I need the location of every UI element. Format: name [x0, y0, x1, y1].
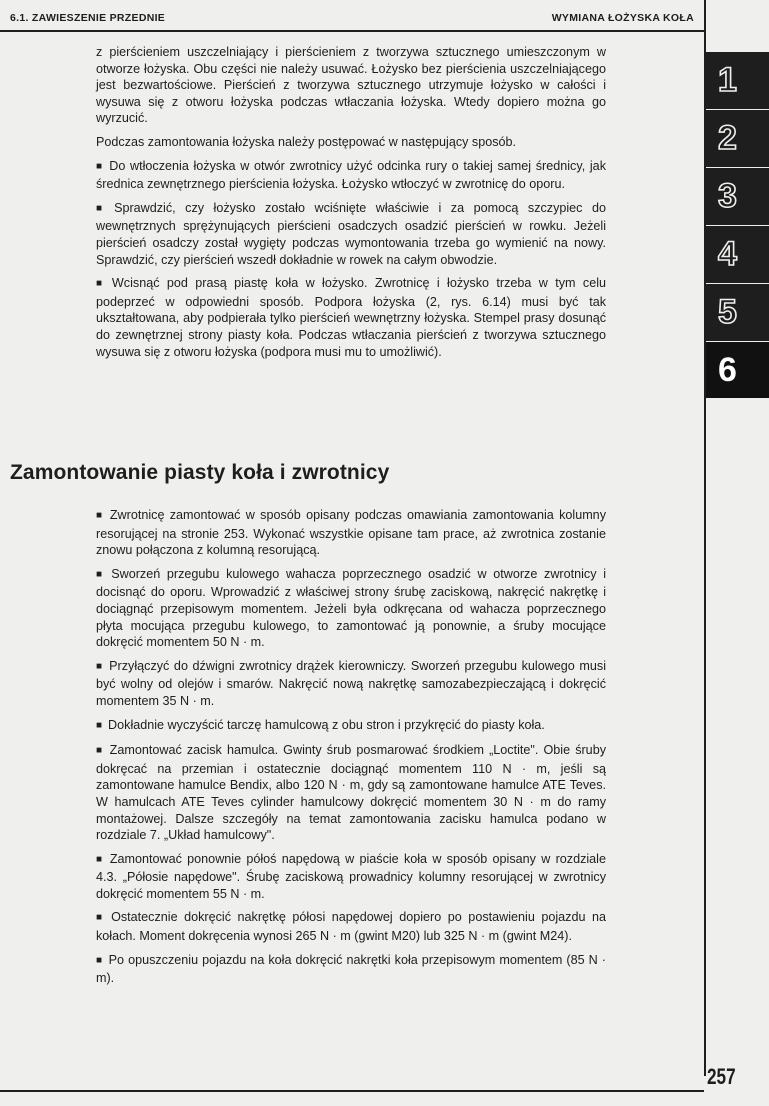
chapter-tab-4: 4 [706, 226, 769, 283]
paragraph-text: Zamontować ponownie półoś napędową w piaście koła w sposób opisany w rozdziale 4.3. „Półosie napędowe". Śrubę zaciskową prowadnicy kolumny resorującej w zwrotnicy dokręcić momentem 55 N · m. [96, 851, 606, 901]
paragraph-text: Dokładnie wyczyścić tarczę hamulcową z obu stron i przykręcić do piasty koła. [108, 717, 545, 732]
bullet-square-icon: ■ [96, 202, 109, 214]
body-text-bottom [96, 507, 606, 994]
paragraph-text: Sprawdzić, czy łożysko zostało wciśnięte właściwie i za pomocą szczypiec do wewnętrznych sprężynujących pierścieni osadczych osadzić pierścień w rowku. Jeżeli pierścień osadczy został wygięty podczas wymontowania trzeba go wymienić na nowy. Sprawdzić, czy pierścień wszedł dokładnie w rowek na całym obwodzie. [96, 200, 606, 267]
section-label: 6.1. ZAWIESZENIE PRZEDNIE [10, 12, 166, 24]
running-header [0, 0, 704, 32]
paragraph-text: Sworzeń przegubu kulowego wahacza poprzecznego osadzić w otworze zwrotnicy i docisnąć do oporu. Wprowadzić z właściwej strony śrubę zaciskową, nakręcić nakrętkę i dociągnąć przepisowym momentem. Jeżeli była odkręcana od wahacza poprzecznego płyta mocująca przegubu kulowego, to zamontować ją ponownie, a śruby mocujące dokręcić momentem 50 N · m. [96, 566, 606, 650]
chapter-tab-2: 2 [706, 110, 769, 167]
bullet-paragraph [96, 909, 606, 944]
bullet-paragraph [96, 851, 606, 903]
bullet-paragraph [96, 158, 606, 193]
paragraph [96, 134, 606, 151]
paragraph-text: Podczas zamontowania łożyska należy postępować w następujący sposób. [96, 134, 517, 149]
paragraph-text: Po opuszczeniu pojazdu na koła dokręcić nakrętki koła przepisowym momentem (85 N · m). [96, 952, 606, 986]
paragraph-text: Do wtłoczenia łożyska w otwór zwrotnicy użyć odcinka rury o takiej samej średnicy, jak średnica zewnętrznego pierścienia łożyska. Łożysko wtłoczyć w zwrotnicę do oporu. [96, 158, 606, 192]
bullet-paragraph [96, 507, 606, 559]
bullet-paragraph [96, 200, 606, 268]
bullet-square-icon: ■ [96, 719, 103, 731]
bullet-square-icon: ■ [96, 660, 104, 672]
paragraph-text: Ostatecznie dokręcić nakrętkę półosi napędowej dopiero po postawieniu pojazdu na kołach. Moment dokręcenia wynosi 265 N · m (gwint M20) lub 325 N · m (gwint M24). [96, 910, 606, 944]
bullet-paragraph [96, 566, 606, 651]
chapter-tab-5: 5 [706, 284, 769, 341]
bullet-paragraph [96, 742, 606, 844]
bullet-paragraph [96, 952, 606, 987]
paragraph-text: Zwrotnicę zamontować w sposób opisany podczas omawiania zamontowania kolumny resorującej na stronie 253. Wykonać wszystkie opisane tam prace, aż zwrotnica zostanie znowu połączona z kolumną resorującą. [96, 508, 606, 558]
body-text-top [96, 44, 606, 367]
chapter-tab-1: 1 [706, 52, 769, 109]
bullet-paragraph [96, 275, 606, 360]
bullet-square-icon: ■ [96, 278, 106, 290]
page-number: 257 [707, 1064, 736, 1089]
chapter-title: WYMIANA ŁOŻYSKA KOŁA [551, 12, 694, 24]
bullet-square-icon: ■ [96, 954, 103, 966]
paragraph-text: z pierścieniem uszczelniający i pierścieniem z tworzywa sztucznego umieszczonym w otworze łożyska. Obu części nie należy usuwać. Łożysko bez pierścienia uszczelniającego jest bezwartościowe. Pierścień z tworzywa sztucznego utrzymuje łożysko w całości i wysuwa się z otworu łożyska podczas wtłaczania łożyska. Wtedy dopiero można go wyrzucić. [96, 45, 606, 126]
bullet-square-icon: ■ [96, 160, 104, 172]
paragraph-text: Wcisnąć pod prasą piastę koła w łożysko. Zwrotnicę i łożysko trzeba w tym celu podeprzeć w odpowiedni sposób. Podpora łożyska (2, rys. 6.14) musi być tak ukształtowana, aby podpierała tylko pierścień wewnętrzny łożyska. Stempel prasy dosunąć do zewnętrznej strony piasty koła. Podczas wtłaczania pierścień z tworzywa sztucznego wysuwa się z otworu łożyska (podpora musi mu to umożliwić). [96, 276, 606, 359]
bullet-square-icon: ■ [96, 853, 104, 865]
paragraph-text: Przyłączyć do dźwigni zwrotnicy drążek kierowniczy. Sworzeń przegubu kulowego musi być wolny od olejów i smarów. Nakręcić nową nakrętkę samozabezpieczającą i dokręcić momentem 35 N · m. [96, 658, 607, 708]
bullet-paragraph [96, 658, 606, 710]
chapter-tabs [706, 52, 769, 399]
bullet-paragraph [96, 717, 606, 736]
section-heading: Zamontowanie piasty koła i zwrotnicy [10, 461, 390, 484]
bullet-square-icon: ■ [96, 745, 104, 757]
chapter-tab-3: 3 [706, 168, 769, 225]
footer-rule [0, 1090, 704, 1092]
bullet-square-icon: ■ [96, 510, 104, 521]
paragraph [96, 44, 606, 127]
bullet-square-icon: ■ [96, 568, 106, 580]
paragraph-text: Zamontować zacisk hamulca. Gwinty śrub posmarować środkiem „Loctite". Obie śruby dokręcać na przemian i ostatecznie dociągnąć momentem 110 N · m, jeśli są zamontowane hamulce Bendix, albo 120 N · m, gdy są zamontowane hamulce ATE Teves. W hamulcach ATE Teves cylinder hamulcowy dokręcić momentem 30 N · m do ramy montażowej. Dalsze szczegóły na temat zamontowania zacisku hamulca podano w rozdziale 7. „Układ hamulcowy". [96, 743, 606, 843]
chapter-tab-6-active: 6 [706, 342, 769, 398]
bullet-square-icon: ■ [96, 912, 106, 924]
